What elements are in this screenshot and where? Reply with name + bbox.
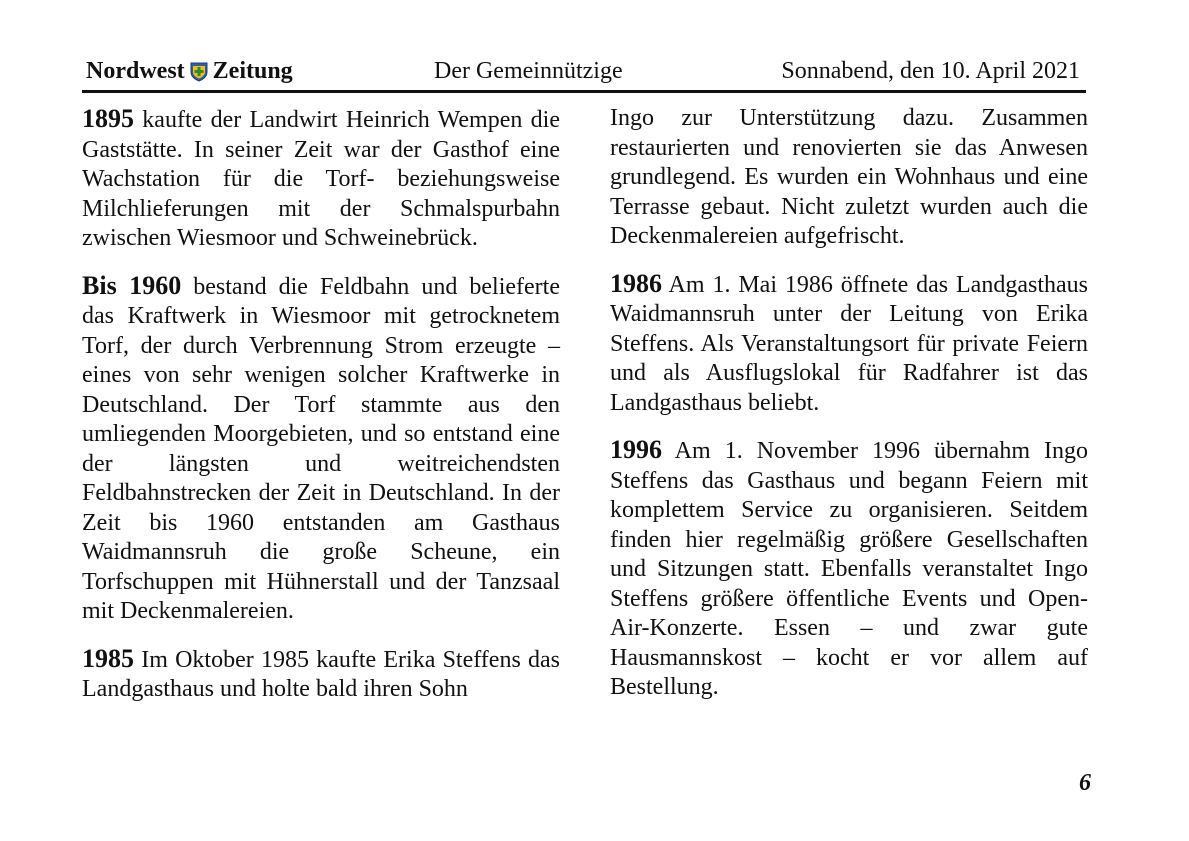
left-column <box>82 104 560 722</box>
paragraph-lead: Bis 1960 <box>82 270 182 300</box>
paragraph-text: Ingo zur Unterstützung dazu. Zusammen restaurierten und renovierten sie das Anwesen grundlegend. Es wurden ein Wohnhaus und eine Terrasse gebaut. Nicht zuletzt wurden auch die Deckenmalereien aufgefrischt. <box>610 105 1088 249</box>
paragraph-1986 <box>610 269 1088 419</box>
coat-of-arms-icon <box>190 62 208 82</box>
newspaper-brand <box>86 58 293 85</box>
header-rule <box>82 90 1086 93</box>
paragraph-lead: 1985 <box>82 643 134 673</box>
paragraph-text: kaufte der Landwirt Heinrich Wempen die Gaststätte. In seiner Zeit war der Gasthof eine Wachstation für die Torf- beziehungsweise Milchlieferungen mit der Schmalspurbahn zwischen Wiesmoor und Schweinebrück. <box>82 107 560 251</box>
paragraph-text: Am 1. Mai 1986 öffnete das Landgasthaus Waidmannsruh unter der Leitung von Erika Steffens. Als Veranstaltungsort für private Feiern und als Ausflugslokal für Radfahrer ist das Landgasthaus beliebt. <box>610 271 1088 416</box>
page-number: 6 <box>1079 770 1091 796</box>
paragraph-1895 <box>82 104 560 254</box>
paragraph-1985 <box>82 644 560 705</box>
paragraph-text: Im Oktober 1985 kaufte Erika Steffens das Landgasthaus und holte bald ihren Sohn <box>82 646 560 702</box>
paragraph-lead: 1895 <box>82 104 134 133</box>
paragraph-1960 <box>82 271 560 627</box>
header-date: Sonnabend, den 10. April 2021 <box>781 58 1080 84</box>
brand-left: Nordwest <box>86 58 185 84</box>
paragraph-1985-continued <box>610 104 1088 252</box>
paragraph-1996 <box>610 435 1088 703</box>
paragraph-lead: 1986 <box>610 268 662 298</box>
header-section-title: Der Gemeinnützige <box>434 58 623 84</box>
paragraph-text: Am 1. November 1996 übernahm Ingo Steffens das Gasthaus und begann Feiern mit komplettem Service zu organisieren. Seitdem finden hier regelmäßig größere Gesellschaften und Sitzungen statt. Ebenfalls veranstaltet Ingo Steffens größere öffentliche Events und Open-Air-Konzerte. Essen – und zwar gute Hausmannskost – kocht er vor allem auf Bestellung. <box>610 438 1088 700</box>
brand-right: Zeitung <box>212 58 293 84</box>
right-column <box>610 104 1088 720</box>
page-header <box>82 56 1086 90</box>
paragraph-lead: 1996 <box>610 435 662 464</box>
paragraph-text: bestand die Feldbahn und belieferte das Kraftwerk in Wiesmoor mit getrocknetem Torf, der durch Verbrennung Strom erzeugte – eines von sehr wenigen solcher Kraftwerke in Deutschland. Der Torf stammte aus den umliegenden Moorgebieten, und so entstand eine der längsten und weitreichendsten Feldbahnstrecken der Zeit in Deutschland. In der Zeit bis 1960 entstanden am Gasthaus Waidmannsruh die große Scheune, ein Torfschuppen mit Hühnerstall und der Tanzsaal mit Deckenmalereien. <box>82 273 560 624</box>
